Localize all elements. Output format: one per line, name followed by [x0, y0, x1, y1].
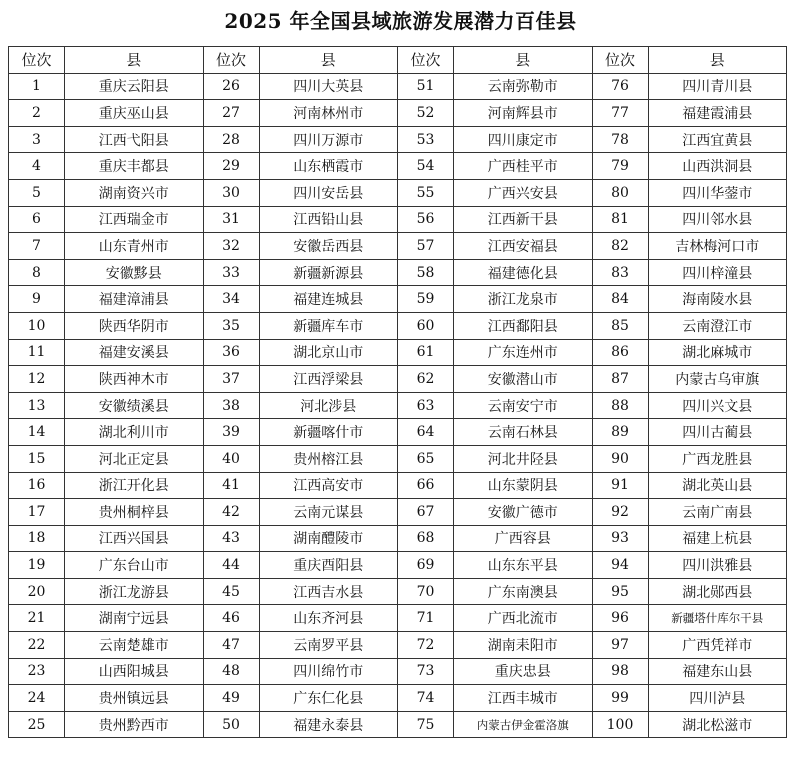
county-cell: 广东台山市	[65, 552, 204, 579]
county-cell: 四川大英县	[259, 73, 398, 100]
rank-cell: 34	[203, 286, 259, 313]
rank-cell: 92	[592, 499, 648, 526]
rank-cell: 20	[9, 578, 65, 605]
county-cell: 四川兴文县	[648, 392, 787, 419]
county-cell: 安徽黟县	[65, 259, 204, 286]
county-cell: 重庆忠县	[454, 658, 593, 685]
county-cell: 海南陵水县	[648, 286, 787, 313]
table-row	[9, 206, 787, 233]
county-cell: 贵州黔西市	[65, 711, 204, 738]
rank-cell: 37	[203, 366, 259, 393]
table-row	[9, 392, 787, 419]
table-row	[9, 286, 787, 313]
county-cell: 贵州桐梓县	[65, 499, 204, 526]
rank-cell: 48	[203, 658, 259, 685]
rank-cell: 13	[9, 392, 65, 419]
rank-cell: 74	[398, 685, 454, 712]
table-row	[9, 179, 787, 206]
county-cell: 江西丰城市	[454, 685, 593, 712]
county-cell: 内蒙古乌审旗	[648, 366, 787, 393]
county-cell: 广东南澳县	[454, 578, 593, 605]
rank-cell: 67	[398, 499, 454, 526]
rank-cell: 83	[592, 259, 648, 286]
rank-cell: 98	[592, 658, 648, 685]
table-row	[9, 499, 787, 526]
table-row	[9, 632, 787, 659]
rank-cell: 27	[203, 100, 259, 127]
county-cell: 四川青川县	[648, 73, 787, 100]
rank-cell: 43	[203, 525, 259, 552]
ranking-table	[8, 46, 787, 738]
rank-cell: 31	[203, 206, 259, 233]
table-row	[9, 153, 787, 180]
rank-cell: 6	[9, 206, 65, 233]
rank-cell: 11	[9, 339, 65, 366]
table-row	[9, 578, 787, 605]
rank-header: 位次	[9, 47, 65, 74]
county-cell: 湖北英山县	[648, 472, 787, 499]
rank-cell: 71	[398, 605, 454, 632]
county-cell: 四川万源市	[259, 126, 398, 153]
rank-cell: 86	[592, 339, 648, 366]
rank-cell: 57	[398, 233, 454, 260]
rank-cell: 73	[398, 658, 454, 685]
rank-cell: 56	[398, 206, 454, 233]
county-cell: 江西宜黄县	[648, 126, 787, 153]
county-header: 县	[259, 47, 398, 74]
county-cell: 四川古蔺县	[648, 419, 787, 446]
county-cell: 四川梓潼县	[648, 259, 787, 286]
rank-cell: 53	[398, 126, 454, 153]
county-cell: 新疆库车市	[259, 312, 398, 339]
rank-cell: 54	[398, 153, 454, 180]
county-cell: 湖南醴陵市	[259, 525, 398, 552]
county-cell: 浙江龙泉市	[454, 286, 593, 313]
rank-cell: 42	[203, 499, 259, 526]
county-cell: 江西新干县	[454, 206, 593, 233]
county-header: 县	[454, 47, 593, 74]
rank-cell: 95	[592, 578, 648, 605]
county-cell: 云南楚雄市	[65, 632, 204, 659]
county-cell: 内蒙古伊金霍洛旗	[454, 711, 593, 738]
table-row	[9, 339, 787, 366]
rank-cell: 3	[9, 126, 65, 153]
county-header: 县	[648, 47, 787, 74]
county-header: 县	[65, 47, 204, 74]
rank-cell: 47	[203, 632, 259, 659]
county-cell: 四川华蓥市	[648, 179, 787, 206]
rank-cell: 96	[592, 605, 648, 632]
rank-header: 位次	[203, 47, 259, 74]
rank-cell: 85	[592, 312, 648, 339]
rank-cell: 10	[9, 312, 65, 339]
county-cell: 广西凭祥市	[648, 632, 787, 659]
county-cell: 福建德化县	[454, 259, 593, 286]
county-cell: 安徽潜山市	[454, 366, 593, 393]
rank-cell: 91	[592, 472, 648, 499]
county-cell: 福建安溪县	[65, 339, 204, 366]
county-cell: 四川绵竹市	[259, 658, 398, 685]
county-cell: 四川邻水县	[648, 206, 787, 233]
rank-cell: 50	[203, 711, 259, 738]
rank-cell: 64	[398, 419, 454, 446]
rank-cell: 25	[9, 711, 65, 738]
rank-cell: 8	[9, 259, 65, 286]
county-cell: 山东青州市	[65, 233, 204, 260]
county-cell: 云南安宁市	[454, 392, 593, 419]
rank-cell: 2	[9, 100, 65, 127]
county-cell: 福建漳浦县	[65, 286, 204, 313]
rank-cell: 68	[398, 525, 454, 552]
rank-cell: 40	[203, 445, 259, 472]
county-cell: 吉林梅河口市	[648, 233, 787, 260]
county-cell: 云南元谋县	[259, 499, 398, 526]
rank-cell: 69	[398, 552, 454, 579]
rank-cell: 1	[9, 73, 65, 100]
rank-cell: 88	[592, 392, 648, 419]
county-cell: 广东仁化县	[259, 685, 398, 712]
table-row	[9, 605, 787, 632]
rank-cell: 82	[592, 233, 648, 260]
county-cell: 四川泸县	[648, 685, 787, 712]
rank-cell: 61	[398, 339, 454, 366]
rank-cell: 19	[9, 552, 65, 579]
rank-cell: 14	[9, 419, 65, 446]
rank-cell: 35	[203, 312, 259, 339]
rank-cell: 70	[398, 578, 454, 605]
rank-cell: 52	[398, 100, 454, 127]
county-cell: 山东东平县	[454, 552, 593, 579]
rank-cell: 38	[203, 392, 259, 419]
rank-cell: 66	[398, 472, 454, 499]
rank-cell: 94	[592, 552, 648, 579]
rank-cell: 62	[398, 366, 454, 393]
rank-cell: 99	[592, 685, 648, 712]
rank-cell: 84	[592, 286, 648, 313]
county-cell: 云南广南县	[648, 499, 787, 526]
county-cell: 湖南宁远县	[65, 605, 204, 632]
rank-cell: 23	[9, 658, 65, 685]
county-cell: 重庆丰都县	[65, 153, 204, 180]
county-cell: 江西高安市	[259, 472, 398, 499]
rank-cell: 17	[9, 499, 65, 526]
rank-header: 位次	[398, 47, 454, 74]
table-row	[9, 472, 787, 499]
rank-cell: 16	[9, 472, 65, 499]
county-cell: 重庆酉阳县	[259, 552, 398, 579]
county-cell: 安徽广德市	[454, 499, 593, 526]
county-cell: 福建霞浦县	[648, 100, 787, 127]
rank-cell: 77	[592, 100, 648, 127]
county-cell: 河南辉县市	[454, 100, 593, 127]
county-cell: 四川安岳县	[259, 179, 398, 206]
rank-cell: 45	[203, 578, 259, 605]
rank-cell: 32	[203, 233, 259, 260]
rank-cell: 75	[398, 711, 454, 738]
rank-cell: 5	[9, 179, 65, 206]
county-cell: 江西安福县	[454, 233, 593, 260]
county-cell: 江西弋阳县	[65, 126, 204, 153]
rank-cell: 81	[592, 206, 648, 233]
table-row	[9, 233, 787, 260]
county-cell: 云南罗平县	[259, 632, 398, 659]
county-cell: 贵州榕江县	[259, 445, 398, 472]
rank-cell: 39	[203, 419, 259, 446]
county-cell: 湖北利川市	[65, 419, 204, 446]
rank-cell: 44	[203, 552, 259, 579]
county-cell: 河南林州市	[259, 100, 398, 127]
county-cell: 浙江龙游县	[65, 578, 204, 605]
rank-cell: 22	[9, 632, 65, 659]
rank-cell: 28	[203, 126, 259, 153]
page-title: 2025 年全国县域旅游发展潜力百佳县	[224, 9, 577, 33]
table-row	[9, 100, 787, 127]
county-cell: 河北涉县	[259, 392, 398, 419]
county-cell: 安徽岳西县	[259, 233, 398, 260]
rank-cell: 100	[592, 711, 648, 738]
county-cell: 河北井陉县	[454, 445, 593, 472]
county-cell: 浙江开化县	[65, 472, 204, 499]
county-cell: 广西龙胜县	[648, 445, 787, 472]
rank-cell: 26	[203, 73, 259, 100]
county-cell: 河北正定县	[65, 445, 204, 472]
rank-cell: 58	[398, 259, 454, 286]
rank-cell: 41	[203, 472, 259, 499]
county-cell: 福建连城县	[259, 286, 398, 313]
county-cell: 山西阳城县	[65, 658, 204, 685]
county-cell: 山东齐河县	[259, 605, 398, 632]
county-cell: 新疆喀什市	[259, 419, 398, 446]
county-cell: 山西洪洞县	[648, 153, 787, 180]
county-cell: 江西兴国县	[65, 525, 204, 552]
rank-cell: 33	[203, 259, 259, 286]
table-row	[9, 259, 787, 286]
rank-cell: 97	[592, 632, 648, 659]
county-cell: 安徽绩溪县	[65, 392, 204, 419]
rank-cell: 65	[398, 445, 454, 472]
county-cell: 陕西华阴市	[65, 312, 204, 339]
county-cell: 云南弥勒市	[454, 73, 593, 100]
county-cell: 江西铅山县	[259, 206, 398, 233]
rank-cell: 90	[592, 445, 648, 472]
rank-cell: 89	[592, 419, 648, 446]
table-row	[9, 126, 787, 153]
rank-cell: 36	[203, 339, 259, 366]
rank-cell: 63	[398, 392, 454, 419]
rank-cell: 59	[398, 286, 454, 313]
table-row	[9, 73, 787, 100]
table-row	[9, 419, 787, 446]
table-row	[9, 711, 787, 738]
county-cell: 广西容县	[454, 525, 593, 552]
county-cell: 广东连州市	[454, 339, 593, 366]
rank-cell: 93	[592, 525, 648, 552]
rank-cell: 49	[203, 685, 259, 712]
rank-cell: 21	[9, 605, 65, 632]
county-cell: 重庆云阳县	[65, 73, 204, 100]
table-row	[9, 552, 787, 579]
table-row	[9, 658, 787, 685]
rank-cell: 55	[398, 179, 454, 206]
county-cell: 江西鄱阳县	[454, 312, 593, 339]
rank-cell: 76	[592, 73, 648, 100]
table-row	[9, 445, 787, 472]
county-cell: 山东栖霞市	[259, 153, 398, 180]
county-cell: 四川康定市	[454, 126, 593, 153]
county-cell: 江西浮梁县	[259, 366, 398, 393]
rank-cell: 29	[203, 153, 259, 180]
county-cell: 陕西神木市	[65, 366, 204, 393]
rank-cell: 30	[203, 179, 259, 206]
county-cell: 新疆塔什库尔干县	[648, 605, 787, 632]
rank-header: 位次	[592, 47, 648, 74]
table-row	[9, 525, 787, 552]
rank-cell: 60	[398, 312, 454, 339]
rank-cell: 4	[9, 153, 65, 180]
rank-cell: 24	[9, 685, 65, 712]
rank-cell: 87	[592, 366, 648, 393]
county-cell: 重庆巫山县	[65, 100, 204, 127]
header-row	[9, 47, 787, 74]
county-cell: 江西吉水县	[259, 578, 398, 605]
county-cell: 福建上杭县	[648, 525, 787, 552]
county-cell: 福建永泰县	[259, 711, 398, 738]
county-cell: 广西桂平市	[454, 153, 593, 180]
county-cell: 湖南资兴市	[65, 179, 204, 206]
rank-cell: 12	[9, 366, 65, 393]
table-row	[9, 685, 787, 712]
county-cell: 云南澄江市	[648, 312, 787, 339]
county-cell: 贵州镇远县	[65, 685, 204, 712]
table-row	[9, 366, 787, 393]
county-cell: 江西瑞金市	[65, 206, 204, 233]
county-cell: 广西兴安县	[454, 179, 593, 206]
rank-cell: 79	[592, 153, 648, 180]
rank-cell: 78	[592, 126, 648, 153]
rank-cell: 9	[9, 286, 65, 313]
rank-cell: 15	[9, 445, 65, 472]
rank-cell: 7	[9, 233, 65, 260]
rank-cell: 51	[398, 73, 454, 100]
county-cell: 湖北麻城市	[648, 339, 787, 366]
county-cell: 广西北流市	[454, 605, 593, 632]
county-cell: 新疆新源县	[259, 259, 398, 286]
county-cell: 湖北松滋市	[648, 711, 787, 738]
rank-cell: 18	[9, 525, 65, 552]
table-row	[9, 312, 787, 339]
rank-cell: 80	[592, 179, 648, 206]
county-cell: 湖北郧西县	[648, 578, 787, 605]
county-cell: 湖南耒阳市	[454, 632, 593, 659]
county-cell: 四川洪雅县	[648, 552, 787, 579]
county-cell: 湖北京山市	[259, 339, 398, 366]
rank-cell: 72	[398, 632, 454, 659]
county-cell: 福建东山县	[648, 658, 787, 685]
county-cell: 云南石林县	[454, 419, 593, 446]
county-cell: 山东蒙阴县	[454, 472, 593, 499]
rank-cell: 46	[203, 605, 259, 632]
